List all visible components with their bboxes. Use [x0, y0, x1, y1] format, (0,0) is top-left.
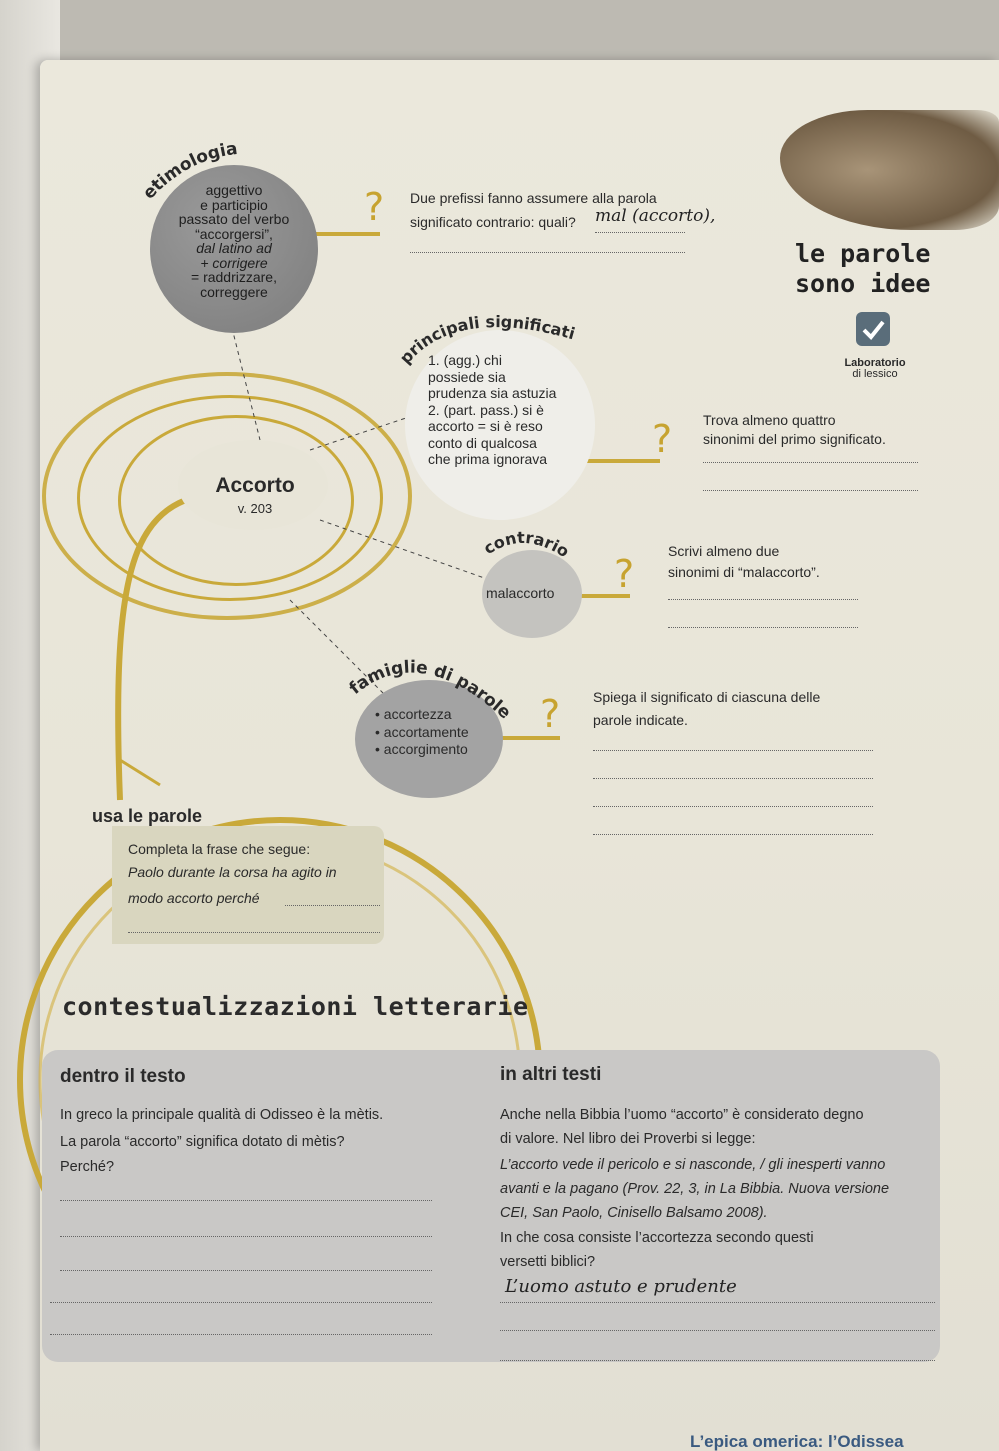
- answer-line[interactable]: [50, 1334, 432, 1335]
- answer-line[interactable]: [703, 490, 918, 491]
- answer-line[interactable]: [668, 627, 858, 628]
- question-mark-icon: ?: [540, 692, 561, 736]
- prefix-question-2: significato contrario: quali?: [410, 214, 576, 230]
- family-item: • accortamente: [375, 723, 469, 740]
- answer-line[interactable]: [500, 1360, 935, 1361]
- usa-line-2: Paolo durante la corsa ha agito in: [128, 864, 337, 880]
- question-mark-icon: ?: [614, 552, 635, 596]
- altri-question-2: versetti biblici?: [500, 1254, 596, 1270]
- ety-line: + corrigere: [200, 254, 268, 271]
- altri-title: in altri testi: [500, 1064, 602, 1085]
- svg-text:famiglie di parole: famiglie di parole: [345, 657, 515, 724]
- answer-line[interactable]: [593, 750, 873, 751]
- families-list: [375, 706, 469, 759]
- checkmark-icon: [856, 312, 890, 346]
- usa-title: usa le parole: [92, 806, 203, 826]
- center-word: Accorto: [215, 474, 295, 497]
- center-verse: v. 203: [237, 501, 273, 516]
- answer-line[interactable]: [50, 1302, 432, 1303]
- usa-line-3: modo accorto perché: [128, 890, 260, 906]
- altri-quote-3: CEI, San Paolo, Cinisello Balsamo 2008).: [500, 1205, 768, 1221]
- answer-line: [595, 232, 685, 233]
- altri-line-2: di valore. Nel libro dei Proverbi si legge:: [500, 1131, 756, 1147]
- families-task-2: parole indicate.: [593, 712, 688, 728]
- answer-line[interactable]: [285, 905, 380, 906]
- lab-line: di lessico: [852, 368, 898, 380]
- family-item: • accorgimento: [375, 741, 468, 757]
- meaning-line: conto di qualcosa: [428, 434, 537, 451]
- ety-line: passato del verbo: [178, 211, 290, 227]
- answer-line[interactable]: [593, 834, 873, 835]
- heading-line: le parole: [795, 239, 931, 268]
- answer-line[interactable]: [500, 1302, 935, 1303]
- etymology-text: [168, 183, 300, 299]
- family-item: • accortezza: [375, 706, 452, 722]
- dentro-line-1: In greco la principale qualità di Odisseo è la mètis.: [60, 1107, 384, 1123]
- dentro-title: dentro il testo: [60, 1066, 186, 1087]
- altri-quote-2: avanti e la pagano (Prov. 22, 3, in La Bibbia. Nuova versione: [500, 1181, 890, 1197]
- svg-text:etimologia: etimologia: [139, 138, 239, 204]
- answer-line[interactable]: [593, 806, 873, 807]
- families-task-1: Spiega il significato di ciascuna delle: [593, 689, 821, 705]
- dentro-line-3: Perché?: [60, 1159, 115, 1175]
- question-mark-icon: ?: [652, 417, 673, 461]
- prefix-question-1: Due prefissi fanno assumere alla parola: [410, 190, 657, 206]
- lab-label: [830, 358, 920, 380]
- meaning-line: accorto = si è reso: [428, 418, 543, 434]
- ety-line: “accorgersi”,: [195, 225, 273, 242]
- altri-answer-handwritten[interactable]: L’uomo astuto e prudente: [505, 1276, 737, 1297]
- altri-quote-1: L’accorto vede il pericolo e si nasconde, / gli inesperti vanno: [500, 1157, 886, 1173]
- dentro-line-2: La parola “accorto” significa dotato di mètis?: [60, 1134, 345, 1150]
- meanings-text: [428, 352, 556, 468]
- lab-line: Laboratorio: [844, 357, 906, 369]
- contrary-word: malaccorto: [486, 585, 555, 601]
- contrary-task-1: Scrivi almeno due: [668, 543, 780, 559]
- answer-line[interactable]: [703, 462, 918, 463]
- heading-line: sono idee: [795, 269, 931, 298]
- answer-line[interactable]: [128, 932, 380, 933]
- svg-text:contrario: contrario: [480, 527, 573, 562]
- ety-line: e participio: [200, 196, 268, 213]
- ety-line: correggere: [200, 283, 268, 300]
- ety-line: dal latino ad: [196, 240, 272, 256]
- answer-line[interactable]: [60, 1270, 432, 1271]
- altri-line-1: Anche nella Bibbia l’uomo “accorto” è considerato degno: [500, 1107, 864, 1123]
- question-mark-icon: ?: [364, 185, 385, 229]
- svg-text:principali significati: principali significati: [395, 312, 578, 368]
- ety-line: = raddrizzare,: [191, 269, 277, 285]
- page-heading: [795, 240, 930, 298]
- altri-question-1: In che cosa consiste l’accortezza secondo questi: [500, 1230, 814, 1246]
- synonyms-task-2: sinonimi del primo significato.: [703, 431, 886, 447]
- context-title: contestualizzazioni letterarie: [62, 992, 529, 1021]
- meaning-line: 2. (part. pass.) si è: [428, 401, 544, 418]
- contrary-arc-label: [480, 525, 590, 585]
- answer-line[interactable]: [500, 1330, 935, 1331]
- answer-line[interactable]: [593, 778, 873, 779]
- answer-line[interactable]: [60, 1200, 432, 1201]
- contrary-task-2: sinonimi di “malaccorto”.: [668, 564, 820, 580]
- prefix-answer-handwritten[interactable]: mal (accorto),: [595, 206, 716, 226]
- answer-line: [410, 252, 685, 253]
- answer-line[interactable]: [60, 1236, 432, 1237]
- ety-line: aggettivo: [205, 182, 263, 198]
- meaning-line: che prima ignorava: [428, 451, 548, 467]
- meaning-line: 1. (agg.) chi: [428, 352, 502, 368]
- meaning-line: prudenza sia astuzia: [428, 385, 557, 401]
- answer-line[interactable]: [668, 599, 858, 600]
- usa-line-1: Completa la frase che segue:: [128, 841, 311, 857]
- meaning-line: possiede sia: [428, 368, 506, 385]
- footer-running-title: L’epica omerica: l’Odissea: [690, 1432, 904, 1451]
- synonyms-task-1: Trova almeno quattro: [703, 412, 836, 428]
- bottom-box: [42, 1050, 940, 1362]
